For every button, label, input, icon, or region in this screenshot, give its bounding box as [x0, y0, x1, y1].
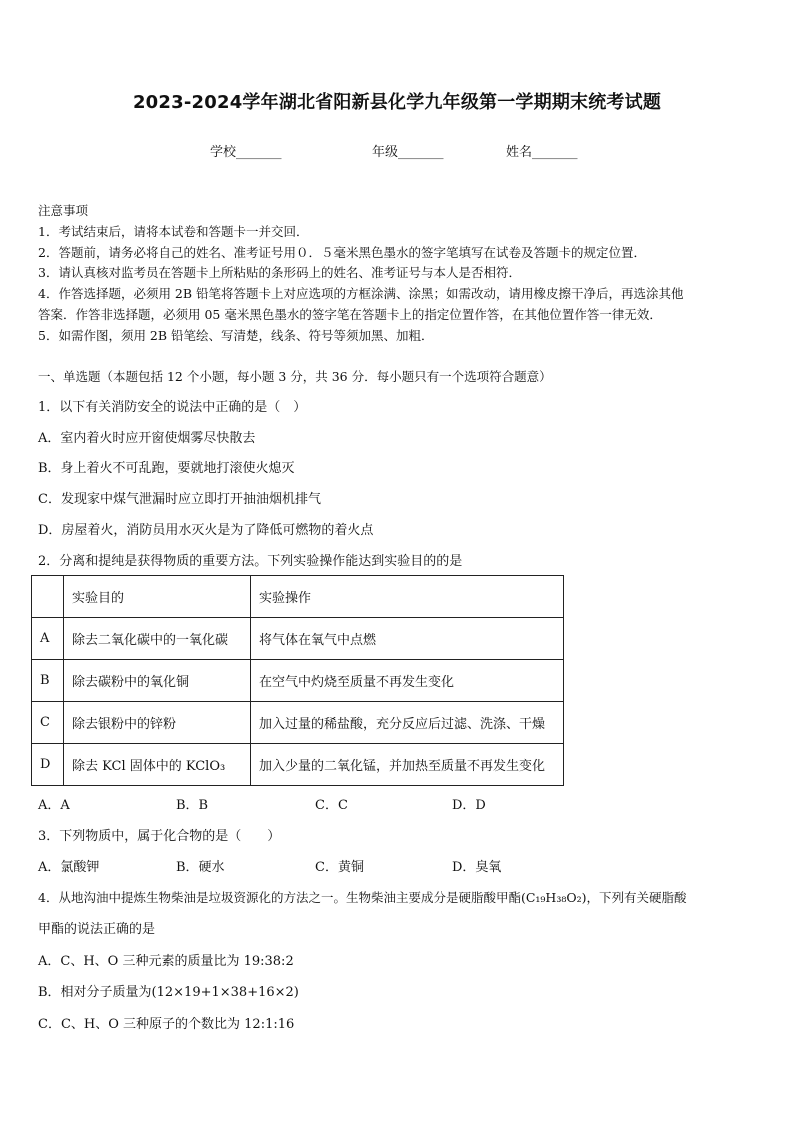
question-3-option-a[interactable]: A．氯酸钾 [38, 860, 100, 875]
notice-line: 1．考试结束后，请将本试卷和答题卡一并交回． [38, 223, 309, 239]
table-row [32, 702, 564, 744]
question-3-options [38, 856, 738, 874]
table-row [32, 618, 564, 660]
table-header-cell [32, 576, 64, 618]
table-header-cell: 实验操作 [251, 576, 564, 618]
question-1-option-a[interactable]: A．室内着火时应开窗使烟雾尽快散去 [38, 431, 256, 446]
table-cell: C [32, 702, 64, 744]
question-3-option-b[interactable]: B．硬水 [176, 860, 225, 875]
notice-line: 3．请认真核对监考员在答题卡上所粘贴的条形码上的姓名、准考证号与本人是否相符． [38, 265, 521, 281]
grade-field[interactable]: 年级_______ [372, 145, 444, 160]
table-cell: B [32, 660, 64, 702]
question-1-option-b[interactable]: B．身上着火不可乱跑，要就地打滚使火熄灭 [38, 461, 295, 476]
question-4-stem-line2: 甲酯的说法正确的是 [38, 922, 156, 937]
question-1-option-d[interactable]: D．房屋着火，消防员用水灭火是为了降低可燃物的着火点 [38, 523, 374, 538]
notice-line: 答案．作答非选择题，必须用 05 毫米黑色墨水的签字笔在答题卡上的指定位置作答，在其他位置作答一律无效． [38, 306, 662, 322]
table-cell: 除去 KCl 固体中的 KClO₃ [64, 744, 251, 786]
table-cell: 除去二氧化碳中的一氧化碳 [64, 618, 251, 660]
question-3-option-c[interactable]: C．黄铜 [315, 860, 364, 875]
table-cell: A [32, 618, 64, 660]
question-3-stem: 3．下列物质中，属于化合物的是（ ） [38, 829, 281, 844]
question-4-option-a[interactable]: A．C、H、O 三种元素的质量比为 19:38:2 [38, 954, 294, 969]
notice-heading: 注意事项 [38, 203, 89, 218]
table-row [32, 660, 564, 702]
question-3-option-d[interactable]: D．臭氧 [452, 860, 502, 875]
table-cell: 加入少量的二氧化锰，并加热至质量不再发生变化 [251, 744, 564, 786]
table-cell: 除去银粉中的锌粉 [64, 702, 251, 744]
table-cell: 除去碳粉中的氧化铜 [64, 660, 251, 702]
notice-block [38, 201, 758, 347]
question-4-option-b[interactable]: B．相对分子质量为(12×19+1×38+16×2) [38, 985, 299, 1000]
section-heading: 一、单选题（本题包括 12 个小题，每小题 3 分，共 36 分．每小题只有一个选项符合题意） [38, 369, 552, 384]
question-2-option-d[interactable]: D．D [452, 798, 486, 813]
question-2-option-c[interactable]: C．C [315, 798, 348, 813]
table-cell: 加入过量的稀盐酸，充分反应后过滤、洗涤、干燥 [251, 702, 564, 744]
question-4-stem-line1: 4．从地沟油中提炼生物柴油是垃圾资源化的方法之一。生物柴油主要成分是硬脂酸甲酯(C₁₉H₃₈O₂)，下列有关硬脂酸 [38, 890, 687, 905]
question-2-stem: 2．分离和提纯是获得物质的重要方法。下列实验操作能达到实验目的的是 [38, 554, 463, 569]
notice-line: 5．如需作图，须用 2B 铅笔绘、写清楚，线条、符号等须加黑、加粗． [38, 327, 434, 343]
question-2-option-a[interactable]: A．A [38, 798, 70, 813]
school-field[interactable]: 学校_______ [210, 145, 282, 160]
table-header-row [32, 576, 564, 618]
student-info-line [0, 141, 794, 159]
question-2-options [38, 794, 738, 812]
question-4-option-c[interactable]: C．C、H、O 三种原子的个数比为 12:1:16 [38, 1017, 295, 1032]
table-header-cell: 实验目的 [64, 576, 251, 618]
exam-title: 2023-2024学年湖北省阳新县化学九年级第一学期期末统考试题 [132, 92, 662, 113]
name-field[interactable]: 姓名_______ [506, 145, 578, 160]
table-row [32, 744, 564, 786]
notice-line: 4．作答选择题，必须用 2B 铅笔将答题卡上对应选项的方框涂满、涂黑；如需改动，请用橡皮擦干净后，再选涂其他 [38, 286, 684, 302]
notice-line: 2．答题前，请务必将自己的姓名、准考证号用０．５毫米黑色墨水的签字笔填写在试卷及答题卡的规定位置． [38, 244, 646, 260]
table-cell: 在空气中灼烧至质量不再发生变化 [251, 660, 564, 702]
table-cell: 将气体在氧气中点燃 [251, 618, 564, 660]
question-2-option-b[interactable]: B．B [176, 798, 209, 813]
question-1-option-c[interactable]: C．发现家中煤气泄漏时应立即打开抽油烟机排气 [38, 492, 321, 507]
experiment-table [31, 575, 564, 786]
question-1-stem: 1．以下有关消防安全的说法中正确的是（ ） [38, 400, 307, 415]
table-cell: D [32, 744, 64, 786]
